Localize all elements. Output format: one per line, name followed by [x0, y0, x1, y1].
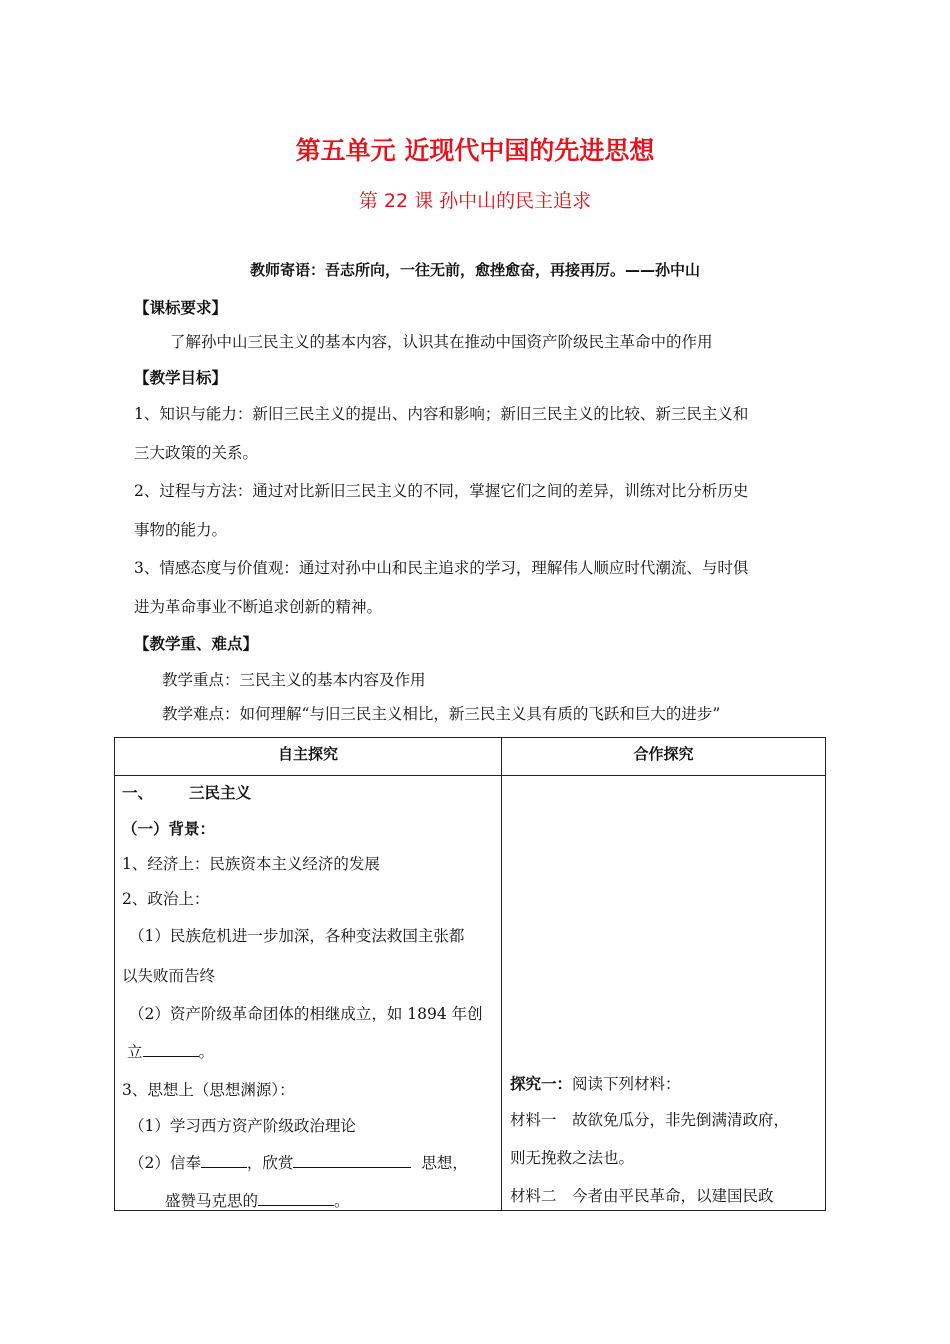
section-number: 一、	[122, 784, 154, 802]
left-line-fill	[127, 1040, 214, 1062]
left-line: （1）学习西方资产阶级政治理论	[129, 1117, 356, 1135]
material-line: 则无挽救之法也。	[510, 1149, 635, 1167]
left-line-prefix: （2）信奉	[129, 1154, 201, 1172]
left-line: 3、思想上（思想渊源）：	[122, 1081, 295, 1099]
left-line: 以失败而告终	[122, 967, 216, 985]
column-divider	[501, 738, 502, 1210]
teaching-difficulty: 教学难点：如何理解“与旧三民主义相比，新三民主义具有质的飞跃和巨大的进步”	[162, 705, 721, 723]
objective-line: 三大政策的关系。	[134, 444, 259, 462]
blank-field[interactable]	[258, 1191, 334, 1206]
left-line: （2）资产阶级革命团体的相继成立，如 1894 年创	[129, 1005, 483, 1023]
objective-line: 进为革命事业不断追求创新的精神。	[134, 598, 383, 616]
left-line-prefix: 盛赞马克思的	[165, 1192, 259, 1210]
header-divider	[115, 775, 825, 776]
left-line-prefix: 立	[127, 1043, 143, 1061]
objective-line: 1、知识与能力：新旧三民主义的提出、内容和影响；新旧三民主义的比较、新三民主义和	[134, 405, 749, 423]
objective-line: 事物的能力。	[134, 521, 228, 539]
explore-one	[510, 1072, 681, 1094]
section-title: 三民主义	[189, 784, 252, 802]
unit-title: 第五单元 近现代中国的先进思想	[295, 136, 655, 165]
background-heading: （一）背景：	[122, 820, 216, 838]
left-line-suffix: 。	[198, 1043, 215, 1061]
teacher-motto: 教师寄语：吾志所向，一往无前，愈挫愈奋，再接再厉。——孙中山	[249, 261, 700, 279]
blank-field[interactable]	[201, 1153, 247, 1168]
blank-field[interactable]	[143, 1042, 199, 1057]
material-line: 材料二 今者由平民革命，以建国民政	[510, 1187, 774, 1205]
objective-line: 3、情感态度与价值观：通过对孙中山和民主追求的学习，理解伟人顺应时代潮流、与时俱	[134, 559, 749, 577]
curriculum-text: 了解孙中山三民主义的基本内容，认识其在推动中国资产阶级民主革命中的作用	[170, 333, 713, 351]
left-line-mid: ，欣赏	[246, 1154, 294, 1172]
cooperative-inquiry-header: 合作探究	[633, 745, 694, 763]
left-line-suffix: 。	[334, 1192, 350, 1210]
material-line: 材料一 故欲免瓜分，非先倒满清政府，	[510, 1111, 790, 1129]
curriculum-heading: 【课标要求】	[134, 299, 228, 317]
blank-field[interactable]	[293, 1153, 411, 1168]
lesson-title: 第 22 课 孙中山的民主追求	[358, 190, 592, 212]
explore-one-text: 阅读下列材料：	[572, 1075, 681, 1093]
inquiry-table	[114, 737, 826, 1211]
key-points-heading: 【教学重、难点】	[134, 635, 259, 653]
objective-line: 2、过程与方法：通过对比新旧三民主义的不同，掌握它们之间的差异，训练对比分析历史	[134, 482, 749, 500]
left-line: （1）民族危机进一步加深，各种变法救国主张都	[129, 927, 465, 945]
left-line: 1、经济上：民族资本主义经济的发展	[122, 855, 380, 873]
left-line-suffix: 思想，	[421, 1154, 468, 1172]
left-line-fill	[129, 1151, 468, 1173]
left-line: 2、政治上：	[122, 890, 210, 908]
teaching-focus: 教学重点：三民主义的基本内容及作用	[162, 671, 426, 689]
objectives-heading: 【教学目标】	[134, 369, 228, 387]
left-line-fill	[165, 1189, 350, 1211]
explore-one-label: 探究一：	[510, 1075, 573, 1093]
self-inquiry-header: 自主探究	[277, 745, 338, 763]
